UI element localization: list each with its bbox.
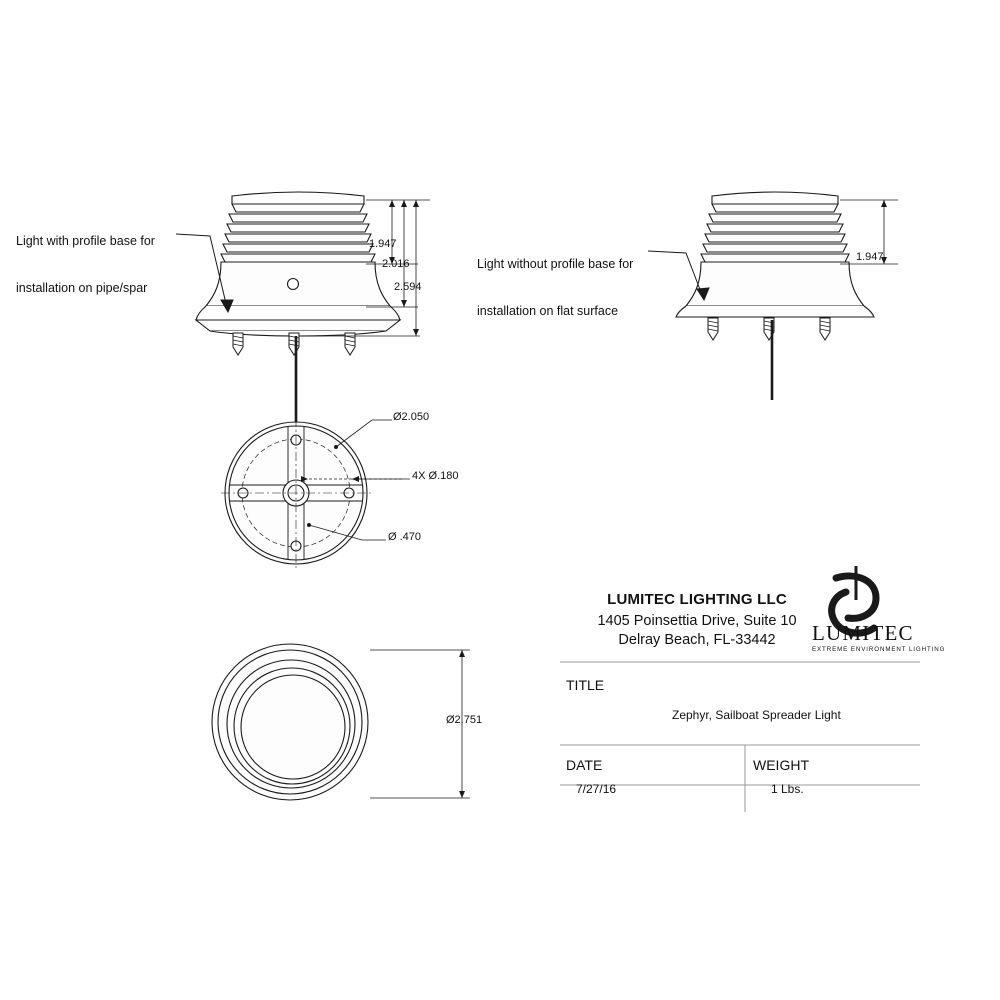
title-field-value: Zephyr, Sailboat Spreader Light	[672, 708, 841, 722]
title-field-label: TITLE	[566, 677, 605, 693]
date-field-value: 7/27/16	[576, 782, 617, 796]
note-profile-base-line1: Light with profile base for	[16, 234, 155, 249]
company-address-line2: Delray Beach, FL-33442	[618, 632, 776, 648]
dimension-height-2016: 2.016	[382, 258, 410, 270]
lumitec-wordmark: LUMITEC	[812, 621, 914, 645]
dimension-height-1947: 1.947	[369, 238, 397, 250]
dimension-height-1947-flat: 1.947	[856, 251, 884, 263]
lumitec-tagline: EXTREME ENVIRONMENT LIGHTING	[812, 646, 946, 653]
lens-face-plan-view	[212, 644, 368, 800]
company-address-line1: 1405 Poinsettia Drive, Suite 10	[597, 613, 797, 629]
note-profile-base	[16, 203, 155, 328]
company-name: LUMITEC LIGHTING LLC	[607, 591, 787, 608]
dimension-height-2594: 2.594	[394, 281, 422, 293]
date-field-label: DATE	[566, 757, 603, 773]
note-flat-surface	[477, 226, 633, 351]
weight-field-label: WEIGHT	[753, 757, 809, 773]
dimension-center-hole-diameter: Ø .470	[388, 531, 422, 543]
dimension-outer-diameter: Ø2.751	[446, 714, 483, 726]
base-plate-plan-view	[221, 418, 371, 568]
dimension-bolt-circle-diameter: Ø2.050	[393, 411, 430, 423]
note-profile-base-line2: installation on pipe/spar	[16, 281, 148, 296]
note-flat-surface-line2: installation on flat surface	[477, 304, 619, 319]
weight-field-value: 1 Lbs.	[771, 782, 804, 796]
dimension-hole-pattern: 4X Ø.180	[412, 470, 459, 482]
note-flat-surface-line1: Light without profile base for	[477, 257, 634, 272]
